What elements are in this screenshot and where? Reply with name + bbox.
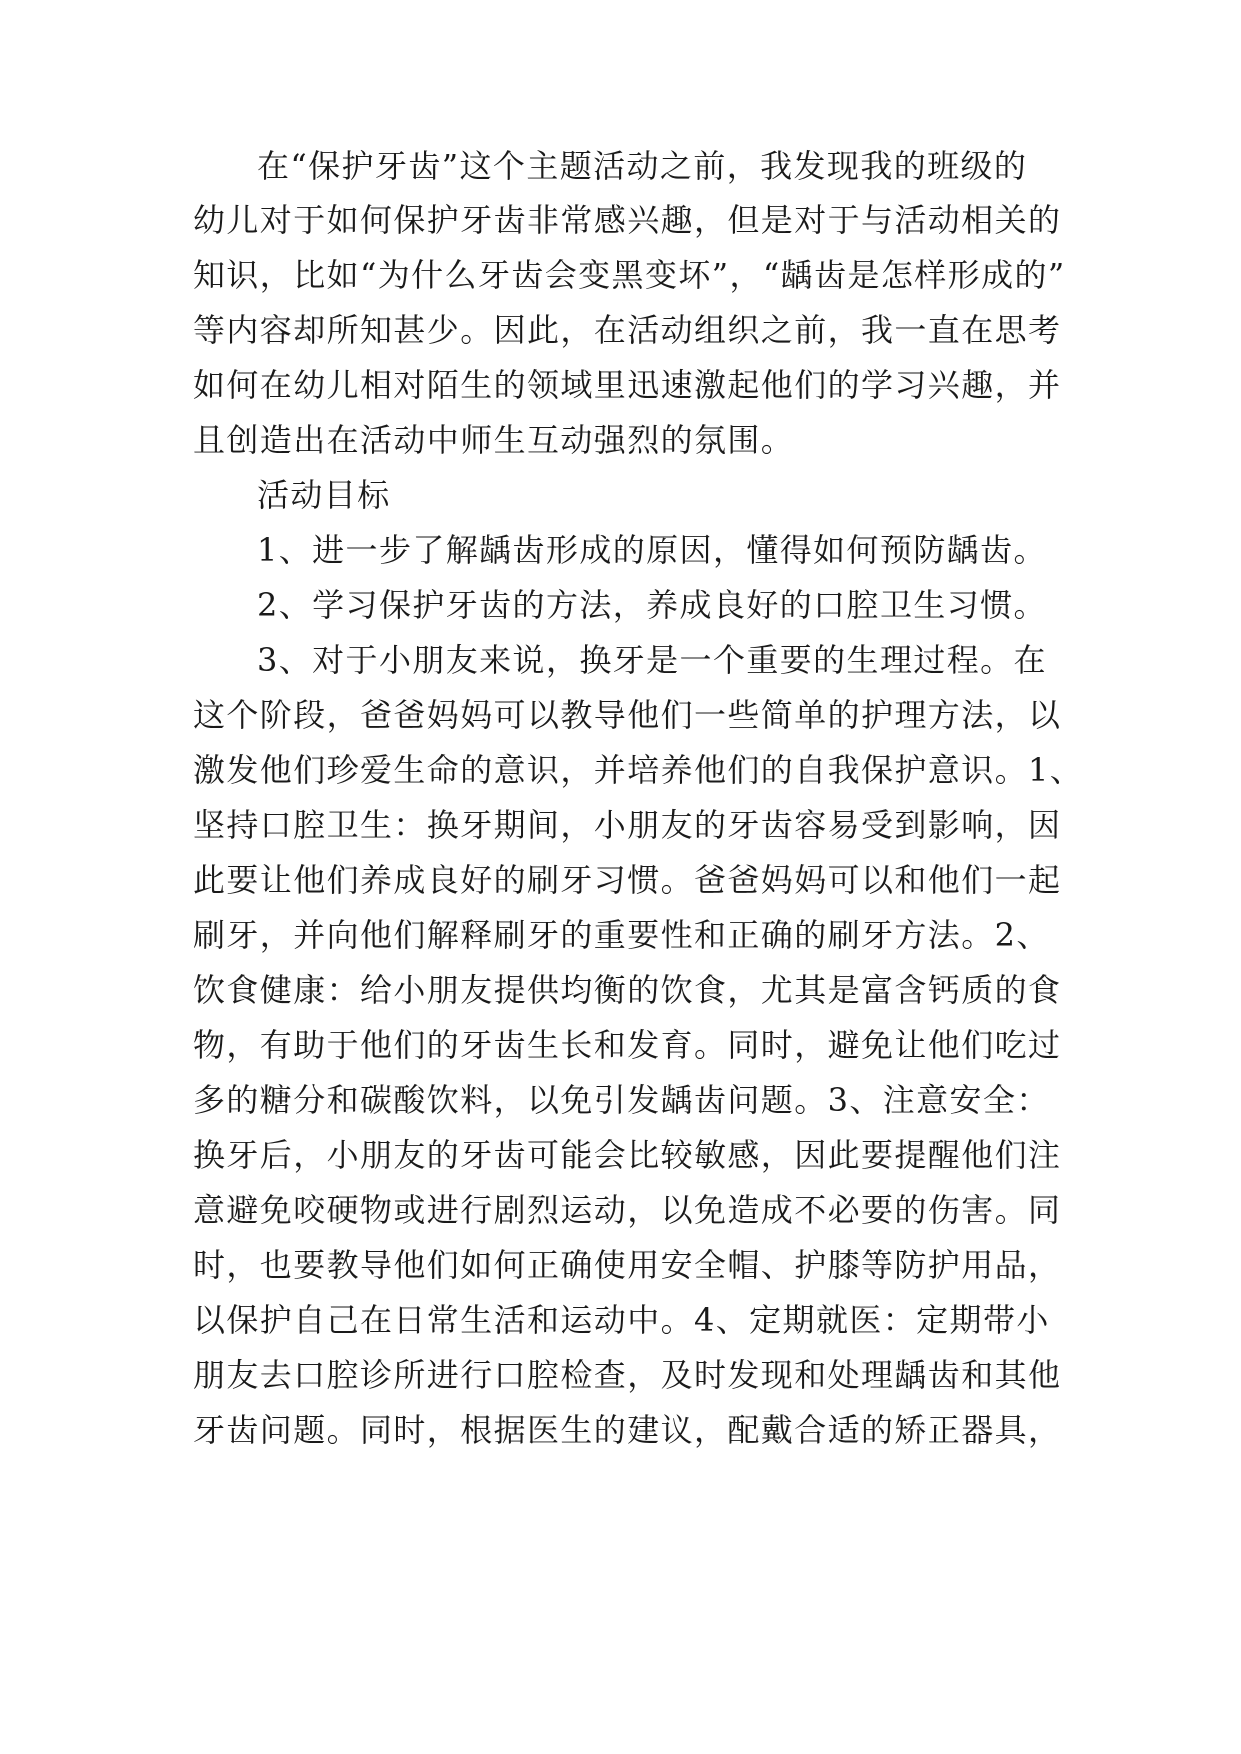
text-line: 意避免咬硬物或进行剧烈运动，以免造成不必要的伤害。同 [193,1191,1062,1229]
text-line: 牙齿问题。同时，根据医生的建议，配戴合适的矫正器具， [193,1411,1062,1449]
text-line: 2、学习保护牙齿的方法，养成良好的口腔卫生习惯。 [257,586,1047,624]
text-line: 1、进一步了解龋齿形成的原因，懂得如何预防龋齿。 [257,531,1047,569]
text-line: 时，也要教导他们如何正确使用安全帽、护膝等防护用品， [193,1246,1062,1284]
text-line: 坚持口腔卫生：换牙期间，小朋友的牙齿容易受到影响，因 [193,806,1062,844]
text-line: 朋友去口腔诊所进行口腔检查，及时发现和处理龋齿和其他 [193,1356,1062,1394]
text-line: 3、对于小朋友来说，换牙是一个重要的生理过程。在 [257,641,1047,679]
text-line: 刷牙，并向他们解释刷牙的重要性和正确的刷牙方法。2、 [193,916,1050,954]
text-line: 换牙后，小朋友的牙齿可能会比较敏感，因此要提醒他们注 [193,1136,1062,1174]
text-line: 等内容却所知甚少。因此，在活动组织之前，我一直在思考 [193,311,1062,349]
text-line: 这个阶段，爸爸妈妈可以教导他们一些简单的护理方法，以 [193,696,1062,734]
text-line: 饮食健康：给小朋友提供均衡的饮食，尤其是富含钙质的食 [193,971,1062,1009]
text-line: 以保护自己在日常生活和运动中。4、定期就医：定期带小 [193,1301,1050,1339]
text-line: 知识，比如“为什么牙齿会变黑变坏”，“龋齿是怎样形成的” [193,256,1066,294]
text-line: 幼儿对于如何保护牙齿非常感兴趣，但是对于与活动相关的 [193,201,1062,239]
text-line: 在“保护牙齿”这个主题活动之前，我发现我的班级的 [257,147,1028,185]
text-line: 且创造出在活动中师生互动强烈的氛围。 [193,421,795,459]
text-line: 物，有助于他们的牙齿生长和发育。同时，避免让他们吃过 [193,1026,1062,1064]
text-line: 如何在幼儿相对陌生的领域里迅速激起他们的学习兴趣，并 [193,366,1062,404]
section-heading: 活动目标 [257,476,391,514]
text-line: 此要让他们养成良好的刷牙习惯。爸爸妈妈可以和他们一起 [193,861,1062,899]
text-line: 多的糖分和碳酸饮料，以免引发龋齿问题。3、注意安全： [193,1081,1050,1119]
text-line: 激发他们珍爱生命的意识，并培养他们的自我保护意识。1、 [193,751,1084,789]
